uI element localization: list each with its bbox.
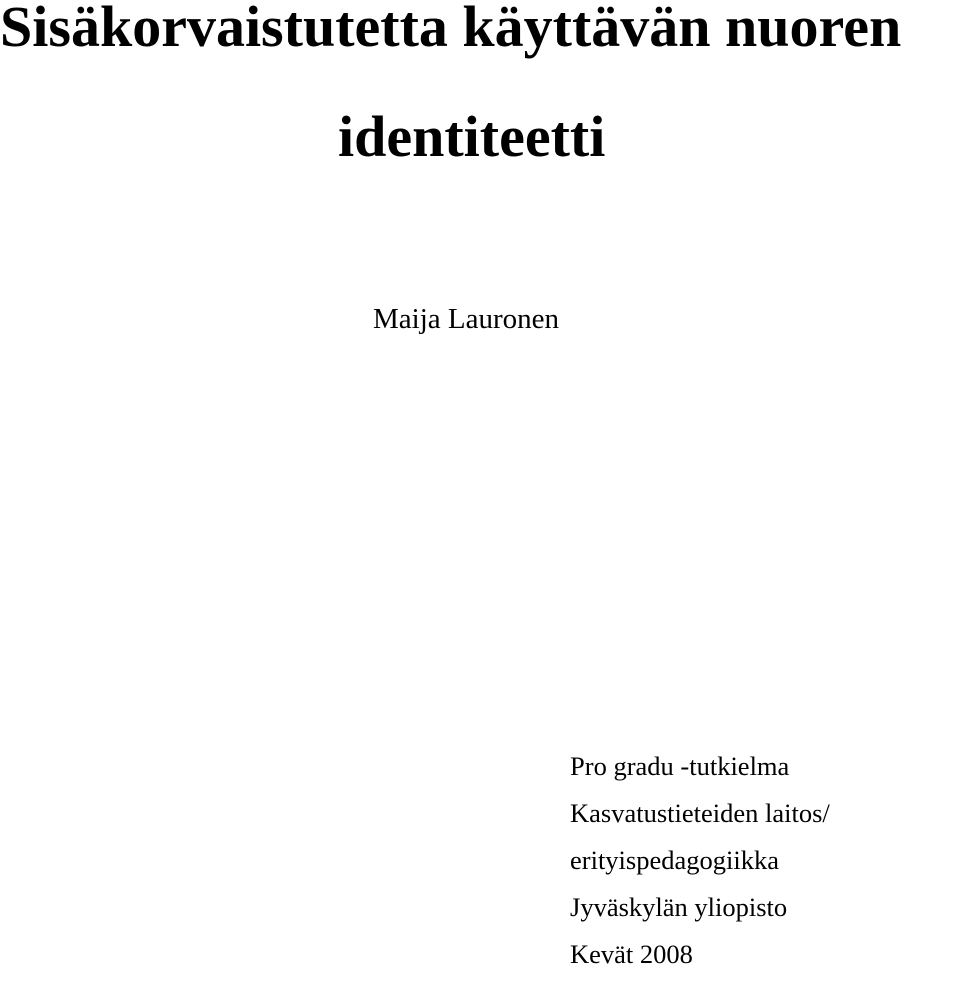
subject: erityispedagogiikka bbox=[570, 845, 779, 875]
thesis-title-line-2: identiteetti bbox=[338, 104, 606, 169]
thesis-title-line-1: Sisäkorvaistutetta käyttävän nuoren bbox=[0, 0, 902, 59]
thesis-info-block bbox=[570, 753, 830, 988]
semester-year: Kevät 2008 bbox=[570, 939, 693, 969]
thesis-type: Pro gradu -tutkielma bbox=[570, 751, 790, 781]
university: Jyväskylän yliopisto bbox=[570, 892, 788, 922]
department: Kasvatustieteiden laitos/ bbox=[570, 798, 830, 828]
author-name: Maija Lauronen bbox=[373, 303, 560, 335]
